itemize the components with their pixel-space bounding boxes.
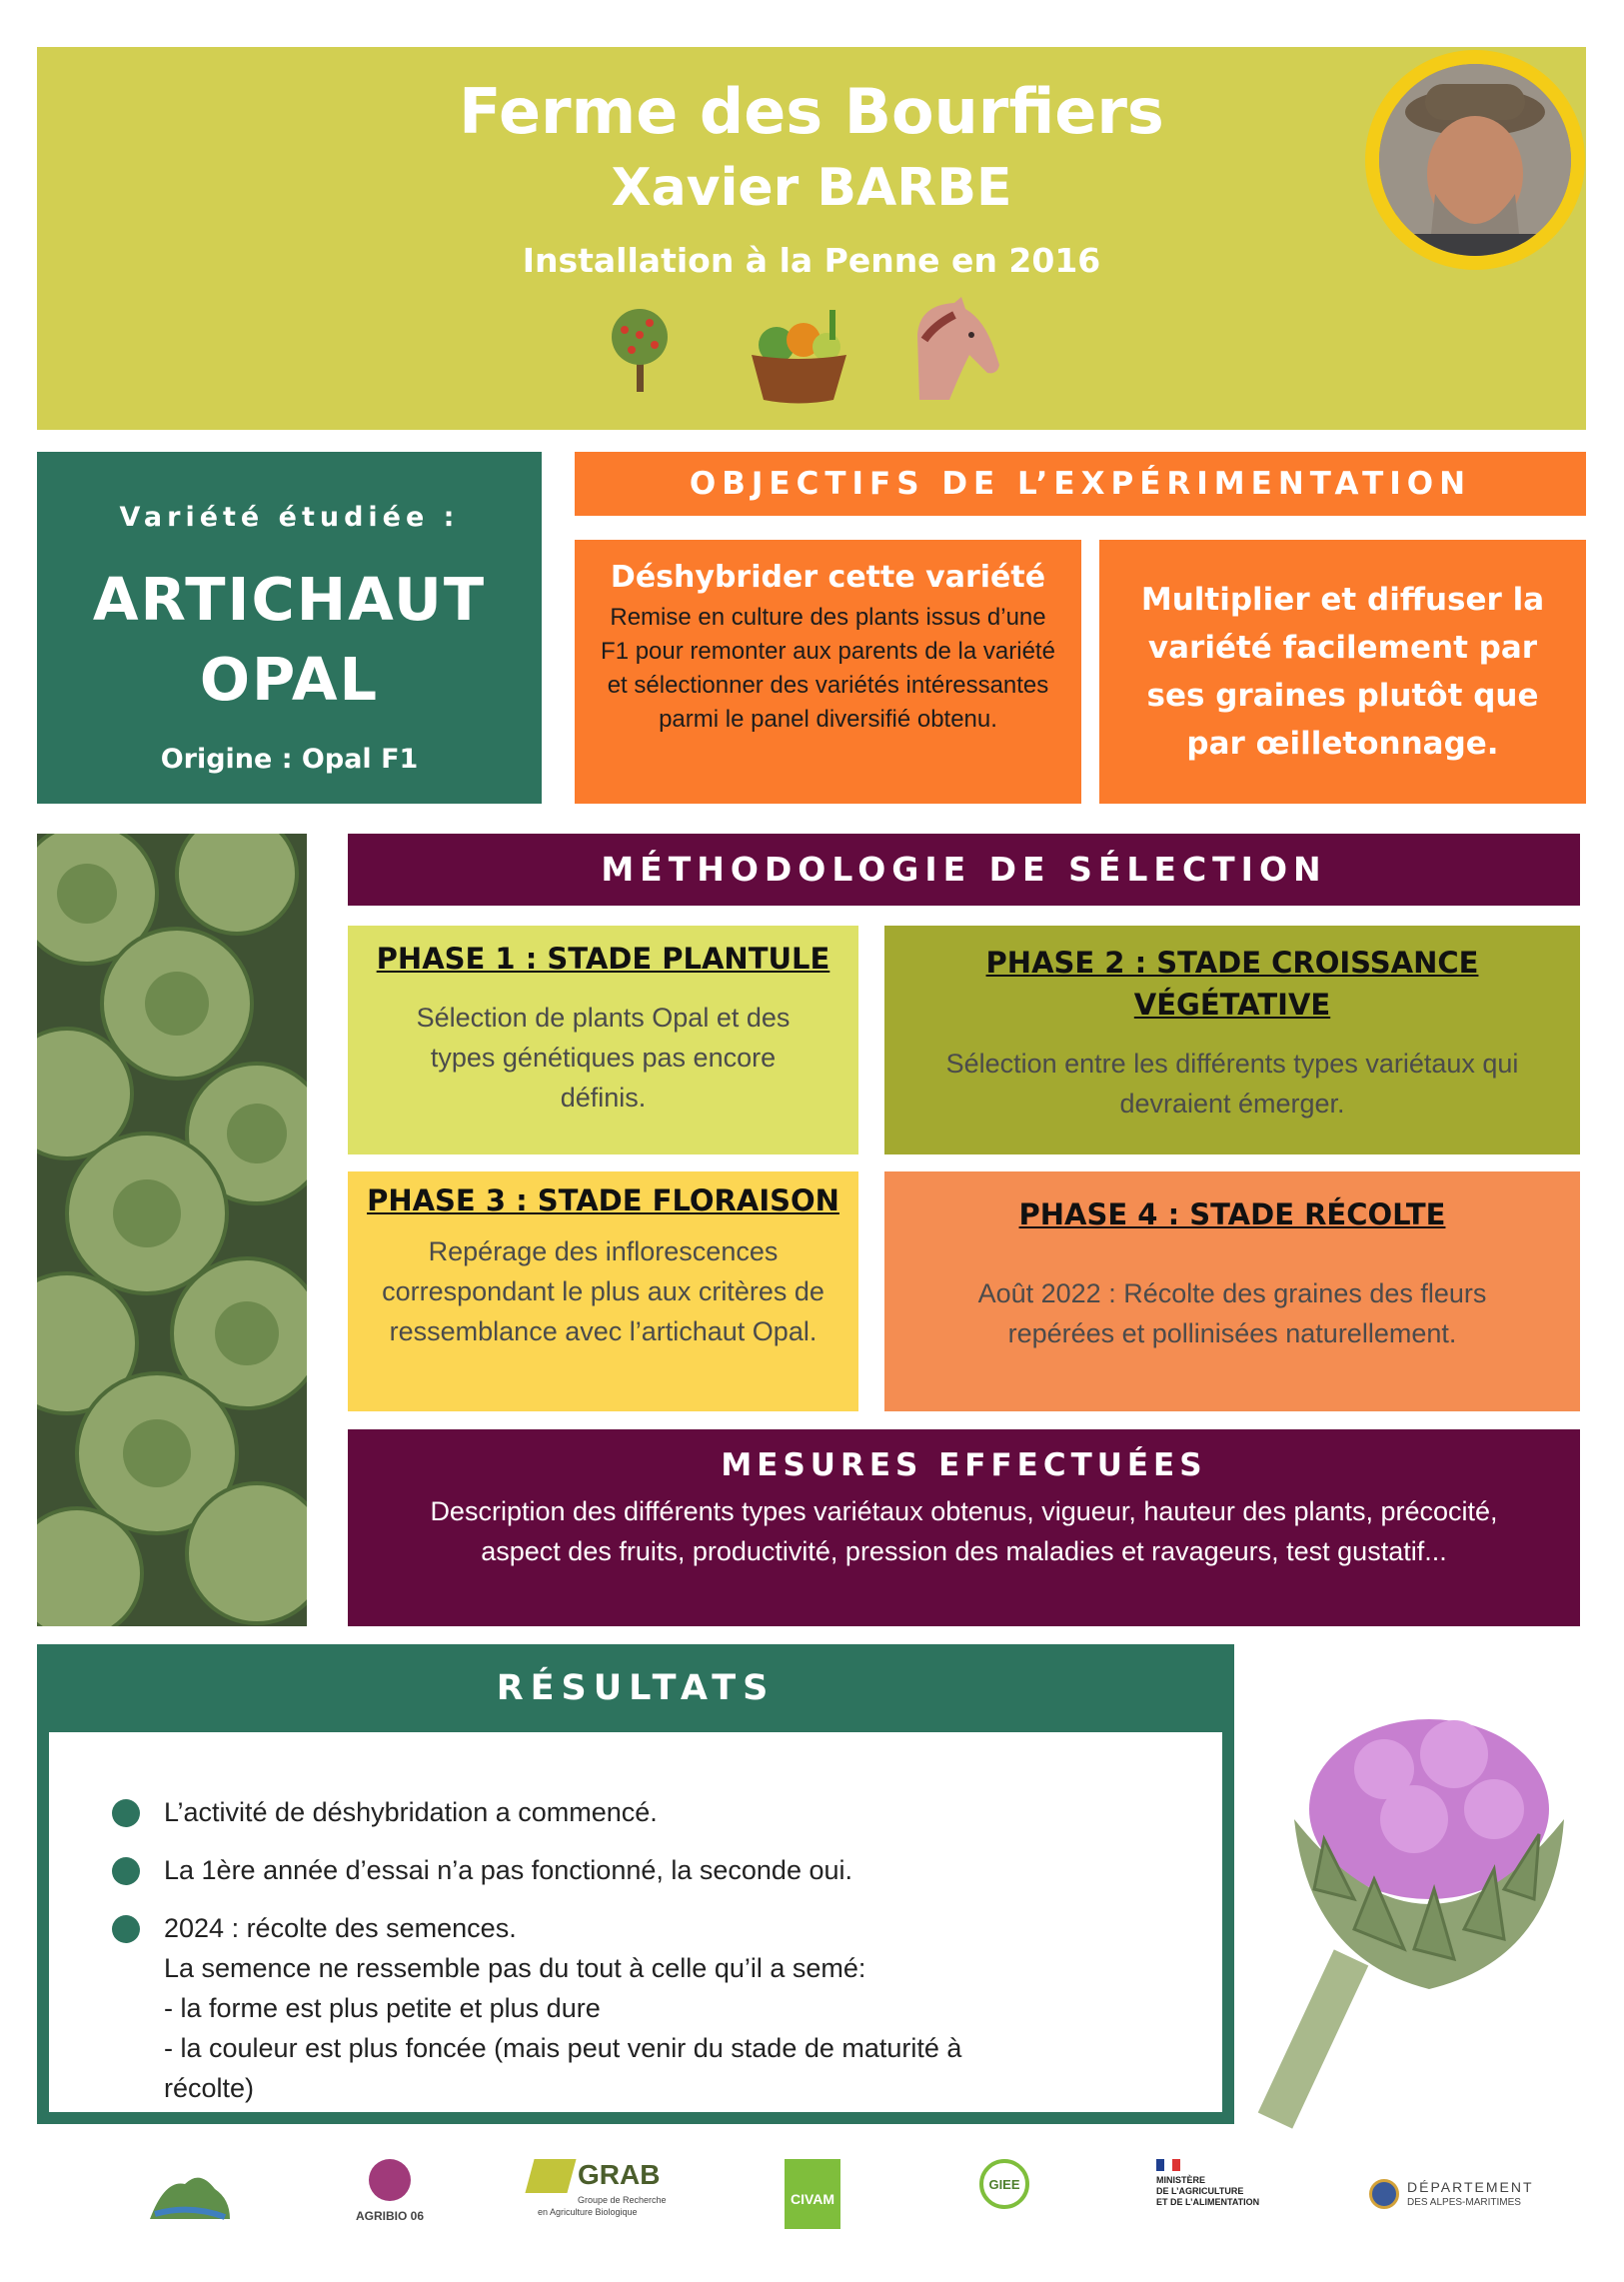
artichokes-photo [37, 834, 307, 1626]
variety-origin: Origine : Opal F1 [160, 744, 419, 775]
objective-1-title: Déshybrider cette variété [610, 560, 1046, 595]
result-item-3-line2: La semence ne ressemble pas du tout à celle qu’il a semé: [164, 1953, 866, 1983]
farmer-portrait [1365, 50, 1585, 270]
result-item-1: L’activité de déshybridation a commencé. [164, 1797, 658, 1827]
phase-3-text: Repérage des inflorescences correspondant le plus aux critères de ressemblance avec l’artichaut Opal. [382, 1236, 824, 1346]
result-item-2: La 1ère année d’essai n’a pas fonctionné, la seconde oui. [164, 1855, 853, 1885]
association-logo [145, 2159, 235, 2229]
objective-card-1 [575, 540, 1081, 804]
agribio-logo [345, 2159, 435, 2229]
french-flag-icon [1156, 2159, 1180, 2171]
results-list [49, 1732, 1222, 2112]
bullet-icon [112, 1799, 140, 1827]
installation-text: Installation à la Penne en 2016 [522, 241, 1101, 280]
giee-logo [974, 2159, 1034, 2229]
results-title: RÉSULTATS [496, 1668, 776, 1708]
result-item-3-line3: - la forme est plus petite et plus dure [164, 1993, 601, 2023]
departement-line1: DÉPARTEMENT [1407, 2179, 1534, 2195]
ministere-line2: DE L’AGRICULTURE [1156, 2186, 1244, 2196]
departement-emblem-icon [1369, 2179, 1399, 2209]
departement-line2: DES ALPES-MARITIMES [1407, 2197, 1521, 2208]
result-item-3-line5: récolte) [164, 2073, 255, 2103]
objectives-heading: OBJECTIFS DE L’EXPÉRIMENTATION [575, 452, 1586, 516]
farmer-name: Xavier BARBE [611, 158, 1012, 218]
departement-logo [1369, 2159, 1549, 2229]
phase-2-text: Sélection entre les différents types variétaux qui devraient émerger. [945, 1049, 1519, 1119]
giee-label: GIEE [988, 2177, 1020, 2192]
horse-icon [899, 295, 1009, 405]
phase-1-title: PHASE 1 : STADE PLANTULE [376, 942, 830, 976]
phase-2-card [884, 926, 1580, 1154]
artichoke-flower-image [1254, 1659, 1584, 2129]
grab-sub2: en Agriculture Biologique [538, 2207, 638, 2217]
phase-4-text: Août 2022 : Récolte des graines des fleurs repérées et pollinisées naturellement. [977, 1278, 1487, 1348]
civam-label: CIVAM [790, 2191, 835, 2207]
grab-sub1: Groupe de Recherche [578, 2195, 667, 2205]
phase-2-title: PHASE 2 : STADE CROISSANCE VÉGÉTATIVE [985, 946, 1479, 1022]
ministere-logo [1156, 2159, 1276, 2229]
variety-name-line1: ARTICHAUT [92, 565, 487, 634]
phase-4-title: PHASE 4 : STADE RÉCOLTE [1018, 1197, 1446, 1231]
objective-1-text: Remise en culture des plants issus d’une F1 pour remonter aux parents de la variété et sélectionner des variétés intéressantes parmi le panel diversifié obtenu. [601, 604, 1055, 733]
civam-logo [785, 2159, 840, 2229]
vegetable-basket-icon [742, 305, 856, 405]
bullet-icon [112, 1915, 140, 1943]
phase-3-card [348, 1171, 858, 1411]
measures-text: Description des différents types variétaux obtenus, vigueur, hauteur des plants, précocité, aspect des fruits, productivité, pression des maladies et ravageurs, test gustatif... [430, 1496, 1498, 1566]
variety-name-line2: OPAL [199, 645, 380, 714]
measures-title: MESURES EFFECTUÉES [721, 1447, 1207, 1483]
result-item-3-line1: 2024 : récolte des semences. [164, 1913, 517, 1943]
phase-1-card [348, 926, 858, 1154]
phase-4-card [884, 1171, 1580, 1411]
phase-1-text: Sélection de plants Opal et des types génétiques pas encore définis. [416, 1003, 791, 1113]
ministere-line3: ET DE L’ALIMENTATION [1156, 2197, 1260, 2207]
result-item-3 [164, 1908, 961, 2108]
results-panel [37, 1644, 1234, 2124]
variety-name [37, 560, 542, 720]
variety-panel [37, 452, 542, 804]
methodology-heading: MÉTHODOLOGIE DE SÉLECTION [348, 834, 1580, 906]
agribio-label: AGRIBIO 06 [355, 2209, 424, 2223]
result-item-3-line4: - la couleur est plus foncée (mais peut venir du stade de maturité à [164, 2033, 962, 2063]
grab-logo [530, 2159, 675, 2229]
bullet-icon [112, 1857, 140, 1885]
measures-panel [348, 1429, 1580, 1626]
variety-label: Variété étudiée : [119, 502, 460, 533]
apple-tree-icon [600, 305, 680, 395]
agribio-emblem-icon [369, 2159, 411, 2201]
objective-card-2 [1099, 540, 1586, 804]
farm-title: Ferme des Bourfiers [459, 75, 1164, 148]
objective-2-text: Multiplier et diffuser la variété facilement par ses graines plutôt que par œilletonnage. [1140, 582, 1545, 762]
ministere-line1: MINISTÈRE [1156, 2175, 1206, 2185]
giee-emblem-icon [979, 2159, 1029, 2209]
grab-label: GRAB [578, 2159, 661, 2190]
grab-emblem-icon [525, 2159, 576, 2193]
phase-3-title: PHASE 3 : STADE FLORAISON [367, 1183, 839, 1217]
